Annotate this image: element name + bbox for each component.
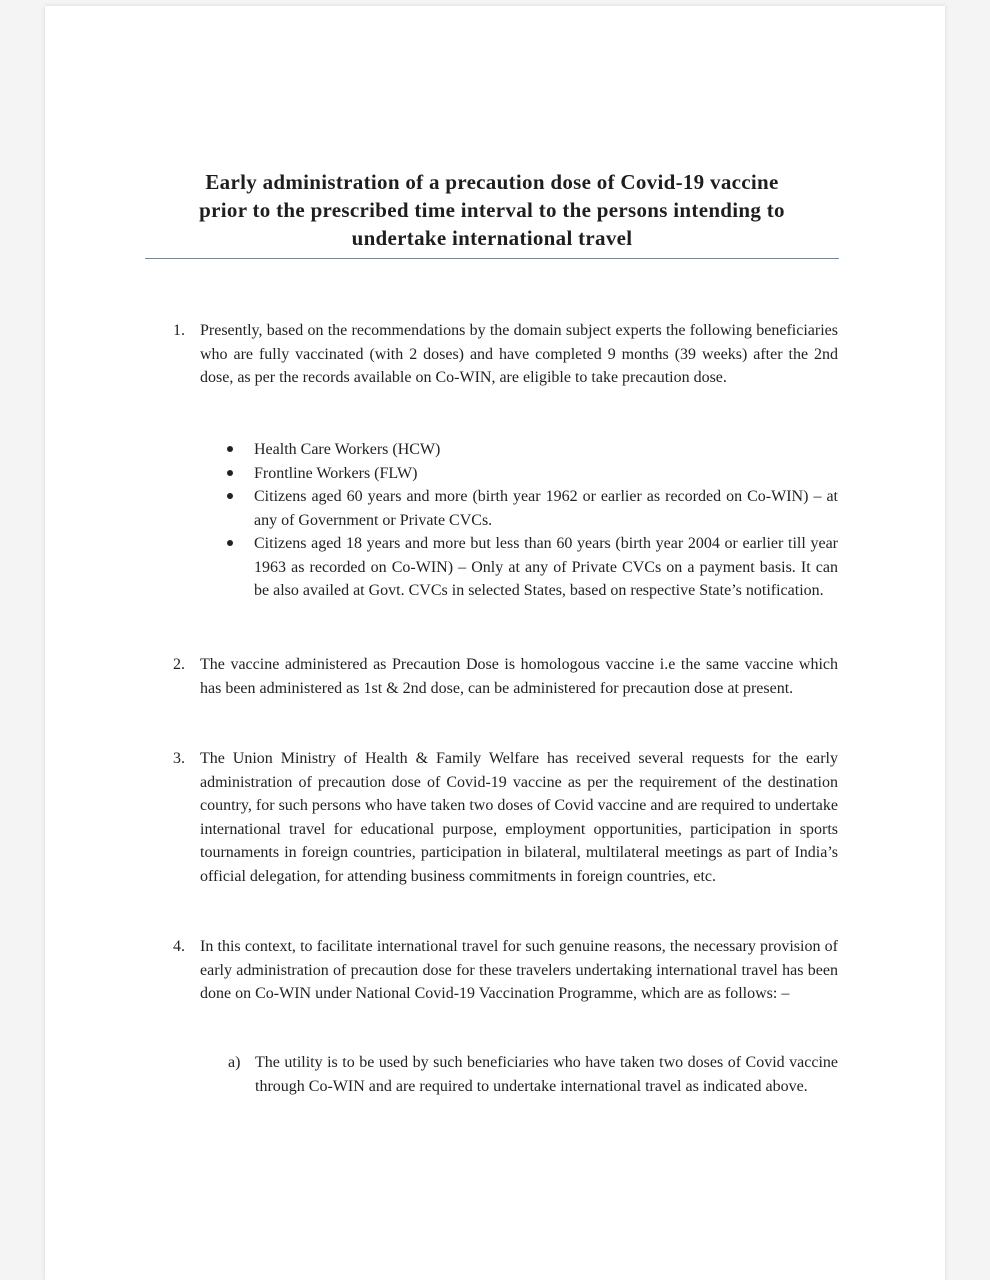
- sub-item-label: a): [228, 1054, 241, 1071]
- list-item-text: Frontline Workers (FLW): [254, 464, 418, 482]
- item-number: 4.: [173, 938, 185, 955]
- title-underline: [145, 258, 839, 259]
- list-item: [225, 532, 838, 603]
- bullet-icon: [227, 540, 233, 546]
- document-page: [45, 6, 945, 1280]
- list-item-text: Citizens aged 60 years and more (birth year 1962 or earlier as recorded on Co-WIN) – at any of Government or Private CVCs.: [254, 488, 838, 529]
- bullet-icon: [227, 446, 233, 452]
- title-line: prior to the prescribed time interval to the persons intending to: [199, 198, 785, 222]
- list-item-text: Citizens aged 18 years and more but less than 60 years (birth year 2004 or earlier till year 1963 as recorded on Co-WIN) – Only at any of Private CVCs on a payment basis. It can be also availed at Govt. CVCs in selected States, based on respective State’s notification.: [254, 535, 838, 599]
- title-line: undertake international travel: [351, 226, 633, 250]
- item-paragraph: Presently, based on the recommendations by the domain subject experts the following beneficiaries who are fully vaccinated (with 2 doses) and have completed 9 months (39 weeks) after the 2nd dose, as per the records available on Co-WIN, are eligible to take precaution dose.: [200, 322, 838, 386]
- bullet-icon: [227, 493, 233, 499]
- sub-item-paragraph: The utility is to be used by such beneficiaries who have taken two doses of Covid vaccine through Co-WIN and are required to undertake international travel as indicated above.: [255, 1054, 838, 1095]
- list-item: [225, 462, 838, 486]
- item-number: 1.: [173, 322, 185, 339]
- list-item: [225, 438, 838, 462]
- item-paragraph: The vaccine administered as Precaution Dose is homologous vaccine i.e the same vaccine which has been administered as 1st & 2nd dose, can be administered for precaution dose at present.: [200, 656, 838, 697]
- item-number: 3.: [173, 750, 185, 767]
- eligible-beneficiaries-list: [225, 438, 838, 603]
- document-title: [145, 168, 839, 252]
- list-item-text: Health Care Workers (HCW): [254, 441, 441, 458]
- title-line: Early administration of a precaution dose of Covid-19 vaccine: [205, 170, 779, 194]
- list-item: [225, 485, 838, 532]
- item-paragraph: The Union Ministry of Health & Family Welfare has received several requests for the early administration of precaution dose of Covid-19 vaccine as per the requirement of the destination country, for such persons who have taken two doses of Covid vaccine and are required to undertake international travel for educational purpose, employment opportunities, participation in sports tournaments in foreign countries, participation in bilateral, multilateral meetings as part of India’s official delegation, for attending business commitments in foreign countries, etc.: [200, 750, 838, 885]
- item-number: 2.: [173, 656, 185, 673]
- item-paragraph: In this context, to facilitate international travel for such genuine reasons, the necessary provision of early administration of precaution dose for these travelers undertaking international travel has been done on Co-WIN under National Covid-19 Vaccination Programme, which are as follows: –: [200, 938, 838, 1002]
- bullet-icon: [227, 470, 233, 476]
